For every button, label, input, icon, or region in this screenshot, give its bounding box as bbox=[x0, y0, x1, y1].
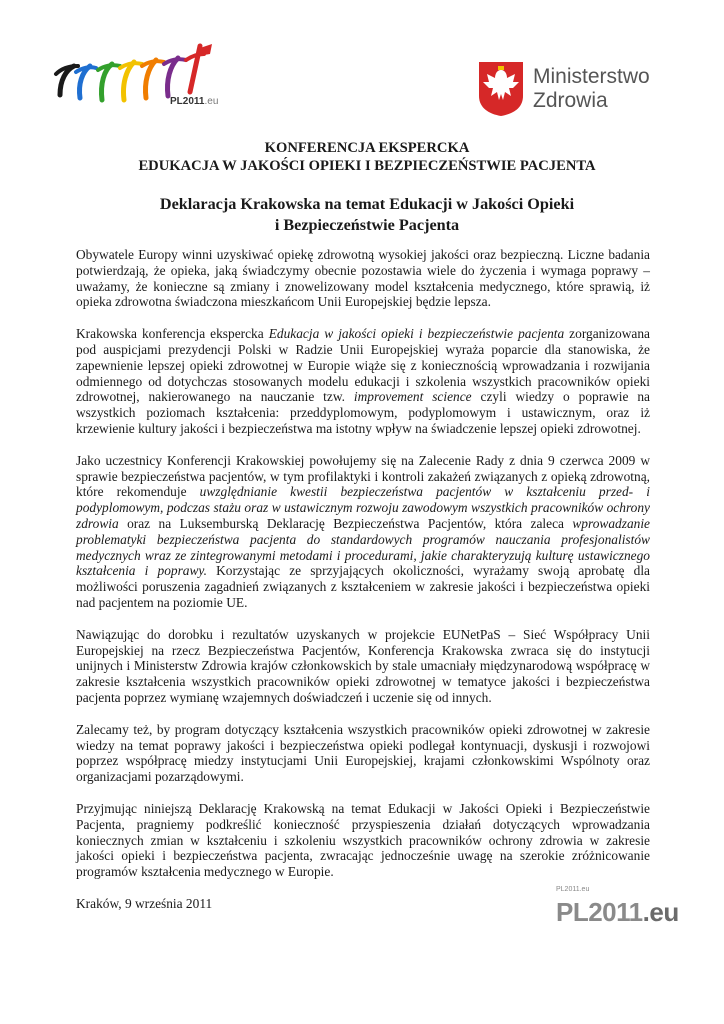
paragraph-3: Jako uczestnicy Konferencji Krakowskiej powołujemy się na Zalecenie Rady z dnia 9 czerwca 2009 w sprawie bezpieczeństwa pacjentów, w tym profilaktyki i kontroli zakażeń związanych z opieką zdrowotną, które rekomenduje uwzględnianie kwestii bezpieczeństwa pacjentów w kształceniu przed- i podyplomowym, podczas stażu oraz w ustawicznym rozwoju zawodowym wszystkich pracowników ochrony zdrowia oraz na Luksemburską Deklarację Bezpieczeństwa Pacjentów, która zaleca wprowadzanie problematyki bezpieczeństwa pacjenta do standardowych programów nauczania profesjonalistów medycznych wraz ze zintegrowanymi metodami i procedurami, jakie charakteryzują kulturę ustawicznego kształcenia i poprawy. Korzystając ze sprzyjających okoliczności, wyrażamy swoją aprobatę dla możliwości poruszenia zagadnień związanych z kształceniem w zakresie jakości i bezpieczeństwa opieki nad pacjentem na poziomie UE. bbox=[76, 452, 650, 610]
declaration-title bbox=[60, 194, 674, 236]
paragraph-1: Obywatele Europy winni uzyskiwać opiekę zdrowotną wysokiej jakości oraz bezpieczną. Liczne badania potwierdzają, że opieka, jaką świadczymy obecnie pozostawia wiele do życzenia i wymaga poprawy – uważamy, że konieczne są zmiany i znowelizowany model kształcenia medycznego, które sprawią, iż opieka zdrowotna świadczona mieszkańcom Unii Europejskiej będzie lepsza. bbox=[76, 247, 650, 310]
paragraph-6: Przyjmując niniejszą Deklarację Krakowską na temat Edukacji w Jakości Opieki i Bezpieczeństwie Pacjenta, pragniemy podkreślić konieczność przyspieszenia działań dotyczących wprowadzania koniecznych zmian w kształceniu i szkoleniu wszystkich pracowników ochrony zdrowia w zakresie jakości opieki i bezpieczeństwa pacjenta, zwracając jednocześnie uwagę na szerokie zróżnicowanie programów kształcenia medycznego w Europie. bbox=[76, 800, 650, 880]
footer-logo-small-text: PL2011.eu bbox=[556, 886, 590, 893]
document-body bbox=[76, 247, 650, 928]
paragraph-5: Zalecamy też, by program dotyczący kształcenia wszystkich pracowników opieki zdrowotnej w zakresie wiedzy na temat poprawy jakości i bezpieczeństwa opieki podlegał kontynuacji, dyskusji i rozwojowi poprzez współpracę miedzy instytucjami Unii Europejskiej, krajami członkowskimi Wspólnoty oraz organizacjami pozarządowymi. bbox=[76, 721, 650, 785]
pl2011-logo-text: PL2011.eu bbox=[170, 96, 219, 107]
polish-eagle-emblem-icon bbox=[477, 60, 525, 118]
footer-pl2011-logo bbox=[556, 886, 679, 928]
footer-logo-big-text: PL2011.eu bbox=[556, 897, 679, 927]
ministry-name bbox=[533, 65, 650, 113]
declaration-title-line1: Deklaracja Krakowska na temat Edukacji w Jakości Opieki bbox=[159, 195, 575, 213]
ministry-name-line1: Ministerstwo bbox=[533, 65, 650, 88]
conference-title-line2: EDUKACJA W JAKOŚCI OPIEKI I BEZPIECZEŃSTWIE PACJENTA bbox=[138, 158, 596, 174]
ministry-name-line2: Zdrowia bbox=[533, 89, 608, 112]
conference-title-line1: KONFERENCJA EKSPERCKA bbox=[264, 140, 470, 156]
place-date: Kraków, 9 września 2011 bbox=[76, 895, 213, 911]
paragraph-4: Nawiązując do dorobku i rezultatów uzyskanych w projekcie EUNetPaS – Sieć Współpracy Unii Europejskiej na rzecz Bezpieczeństwa Pacjentów, Konferencja Krakowska zwraca się do instytucji unijnych i Ministerstw Zdrowia krajów członkowskich by stale umacniały międzynarodową współpracę w zakresie kształcenia wszystkich pracowników opieki zdrowotnej w tematyce jakości i bezpieczeństwa pacjenta poprzez wymianę wzajemnych doświadczeń i uczenie się od innych. bbox=[76, 626, 650, 705]
ministry-logo bbox=[477, 60, 650, 118]
paragraph-2: Krakowska konferencja ekspercka Edukacja w jakości opieki i bezpieczeństwie pacjenta zorganizowana pod auspicjami prezydencji Polski w Radzie Unii Europejskiej wyraża poparcie dla stanowiska, że zapewnienie lepszej opieki zdrowotnej w Europie wiąże się z koniecznością wprowadzania i rozwijania odmiennego od dotychczas stosowanych modelu edukacji i szkolenia wszystkich pracowników opieki zdrowotnej, nakierowanego na nauczanie tzw. improvement science czyli wiedzy o poprawie na wszystkich poziomach kształcenia: przeddyplomowym, podyplomowym i ustawicznym, oraz iż krzewienie kultury jakości i bezpieczeństwa ma istotny wpływ na świadczenie lepszej opieki zdrowotnej. bbox=[76, 326, 650, 436]
conference-title bbox=[60, 139, 674, 175]
declaration-title-line2: i Bezpieczeństwie Pacjenta bbox=[274, 216, 460, 234]
